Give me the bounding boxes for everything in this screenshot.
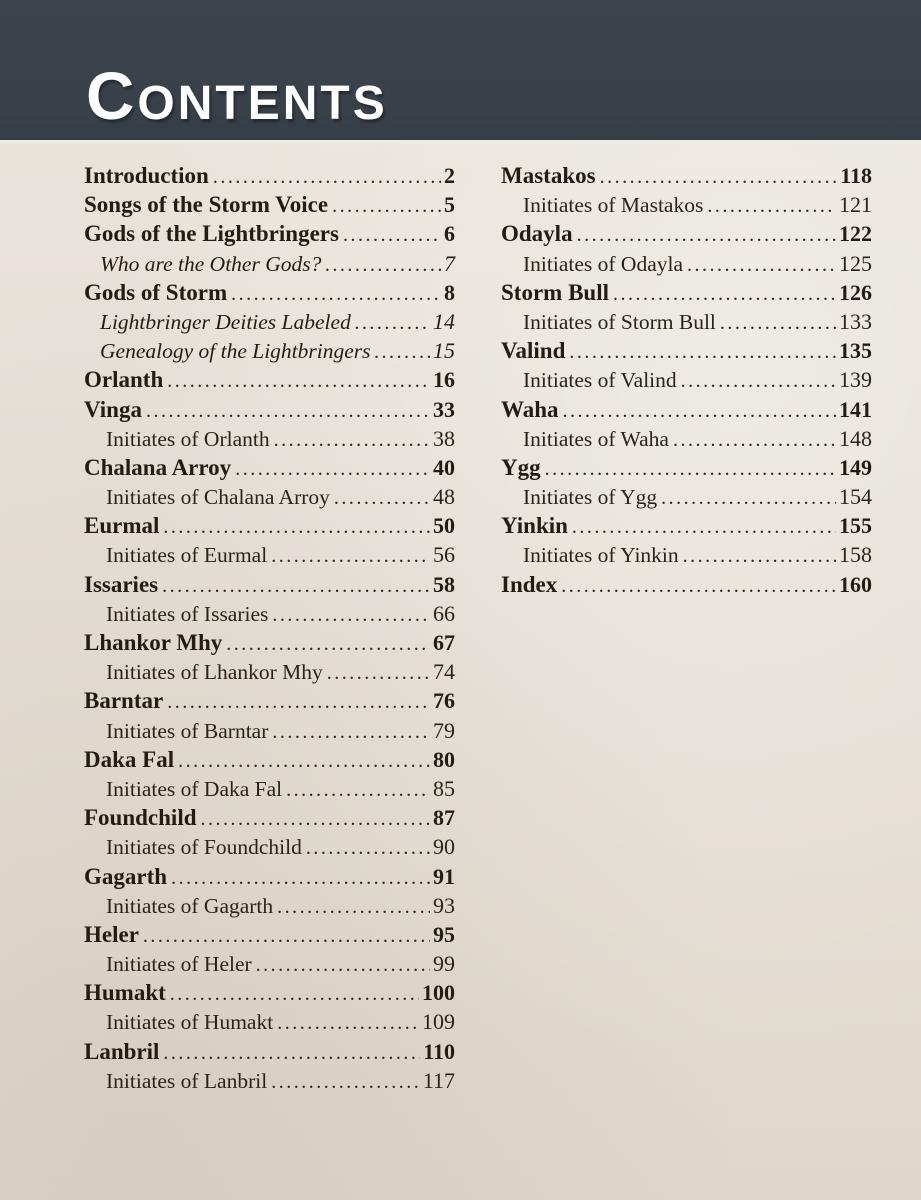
toc-entry-label: Daka Fal — [84, 746, 175, 772]
toc-entry-page: 15 — [433, 338, 455, 364]
toc-entry — [501, 336, 872, 365]
toc-entry — [84, 832, 455, 861]
toc-column-right — [501, 161, 872, 1095]
dot-leader — [355, 309, 430, 338]
toc-entry-label: Waha — [501, 396, 559, 422]
toc-entry — [84, 1007, 455, 1036]
toc-entry-label: Initiates of Lhankor Mhy — [106, 660, 323, 685]
toc-entry-page: 91 — [433, 863, 455, 889]
dot-leader — [162, 572, 430, 601]
dot-leader — [272, 718, 430, 747]
dot-leader — [563, 397, 836, 426]
page-title-initial: C — [86, 59, 138, 134]
toc-entry-page: 90 — [433, 834, 455, 860]
toc-entry — [84, 453, 455, 482]
toc-entry-label: Initiates of Humakt — [106, 1010, 274, 1035]
dot-leader — [306, 834, 430, 863]
toc-entry — [501, 511, 872, 540]
toc-entry-page: 95 — [433, 921, 455, 947]
toc-entry-page: 154 — [839, 484, 872, 510]
toc-entry-label: Humakt — [84, 980, 166, 1006]
toc-entry — [84, 161, 455, 190]
dot-leader — [163, 1039, 420, 1068]
dot-leader — [687, 251, 836, 280]
toc-entry — [84, 424, 455, 453]
dot-leader — [167, 688, 430, 717]
toc-entry-label: Valind — [501, 338, 566, 364]
toc-entry — [84, 570, 455, 599]
toc-entry-page: 149 — [839, 454, 872, 480]
toc-entry — [501, 424, 872, 453]
dot-leader — [235, 455, 430, 484]
toc-entry-page: 80 — [433, 746, 455, 772]
toc-entry — [84, 745, 455, 774]
dot-leader — [256, 951, 430, 980]
page-title — [86, 59, 388, 134]
toc-column-left — [84, 161, 455, 1095]
dot-leader — [201, 805, 431, 834]
dot-leader — [569, 338, 836, 367]
toc-entry — [501, 395, 872, 424]
toc-entry — [84, 1066, 455, 1095]
toc-entry — [84, 891, 455, 920]
toc-entry-page: 122 — [839, 221, 872, 247]
dot-leader — [720, 309, 836, 338]
toc-entry — [84, 657, 455, 686]
toc-entry-page: 99 — [433, 951, 455, 977]
toc-entry-label: Initiates of Foundchild — [106, 835, 302, 860]
toc-entry-label: Initiates of Valind — [523, 368, 677, 393]
toc-entry-label: Foundchild — [84, 805, 197, 831]
toc-entry-label: Initiates of Orlanth — [106, 426, 270, 451]
dot-leader — [334, 484, 430, 513]
toc-entry-page: 67 — [433, 630, 455, 655]
dot-leader — [274, 426, 430, 455]
toc-entry-page: 5 — [444, 192, 455, 218]
toc-entry-page: 139 — [839, 367, 872, 393]
toc-entry — [501, 365, 872, 394]
toc-entry-page: 133 — [839, 308, 872, 334]
toc-entry-label: Issaries — [84, 571, 159, 597]
toc-entry-label: Lanbril — [84, 1038, 160, 1064]
toc-entry-page: 110 — [423, 1038, 455, 1064]
toc-entry-label: Initiates of Gagarth — [106, 893, 274, 918]
toc-entry-page: 40 — [433, 454, 455, 480]
dot-leader — [707, 192, 836, 221]
toc-entry — [501, 219, 872, 248]
toc-entry — [84, 1037, 455, 1066]
dot-leader — [681, 367, 836, 396]
toc-entry-page: 50 — [433, 513, 455, 539]
toc-entry — [84, 599, 455, 628]
dot-leader — [143, 922, 430, 951]
dot-leader — [226, 630, 430, 659]
toc-entry-page: 117 — [422, 1067, 455, 1093]
toc-entry-page: 87 — [433, 805, 455, 831]
toc-entry-page: 48 — [433, 484, 455, 510]
toc-entry-label: Initiates of Storm Bull — [523, 309, 716, 334]
toc-entry-page: 56 — [433, 542, 455, 568]
toc-entry-label: Introduction — [84, 163, 209, 188]
dot-leader — [683, 542, 836, 571]
toc-entry-label: Initiates of Barntar — [106, 718, 269, 743]
toc-entry — [501, 482, 872, 511]
toc-entry-page: 16 — [433, 367, 455, 393]
toc-entry-page: 85 — [433, 775, 455, 801]
toc-entry-page: 58 — [433, 571, 455, 597]
toc-entry — [84, 540, 455, 569]
dot-leader — [213, 163, 441, 192]
toc-entry-label: Storm Bull — [501, 279, 609, 305]
toc-entry — [84, 395, 455, 424]
toc-entry — [84, 249, 455, 278]
toc-entry-label: Mastakos — [501, 163, 596, 188]
toc-entry-page: 93 — [433, 892, 455, 918]
dot-leader — [561, 572, 836, 601]
page-header-band — [0, 0, 921, 140]
toc-entry-page: 38 — [433, 425, 455, 451]
toc-entry-page: 126 — [839, 279, 872, 305]
toc-entry-page: 6 — [444, 221, 455, 247]
toc-entry-page: 141 — [839, 396, 872, 422]
toc-entry-label: Gagarth — [84, 863, 168, 889]
toc-entry-label: Heler — [84, 921, 139, 947]
toc-entry-label: Gods of the Lightbringers — [84, 221, 339, 247]
toc-entry — [84, 190, 455, 219]
toc-entry-label: Songs of the Storm Voice — [84, 192, 329, 218]
toc-entry-page: 158 — [839, 542, 872, 568]
toc-entry — [84, 978, 455, 1007]
toc-entry-label: Genealogy of the Lightbringers — [100, 339, 371, 364]
toc-entry-label: Initiates of Daka Fal — [106, 776, 283, 801]
toc-entry-page: 121 — [839, 192, 872, 218]
toc-entry-label: Index — [501, 571, 558, 597]
toc-entry-label: Who are the Other Gods? — [100, 251, 322, 276]
toc-entry — [501, 161, 872, 190]
toc-entry — [84, 803, 455, 832]
dot-leader — [375, 338, 430, 367]
dot-leader — [170, 980, 419, 1009]
toc-entry-label: Eurmal — [84, 513, 160, 539]
toc-entry — [501, 570, 872, 599]
toc-entry-label: Gods of Storm — [84, 279, 228, 305]
toc-entry-page: 118 — [840, 163, 872, 188]
dot-leader — [613, 280, 836, 309]
toc-entry — [501, 540, 872, 569]
toc-entry — [84, 716, 455, 745]
page-title-rest: ONTENTS — [137, 77, 388, 130]
toc-entry-label: Initiates of Mastakos — [523, 193, 704, 218]
toc-entry — [84, 686, 455, 715]
toc-entry — [84, 511, 455, 540]
toc-entry-label: Orlanth — [84, 367, 164, 393]
toc-entry-label: Lightbringer Deities Labeled — [100, 309, 351, 334]
toc-entry-page: 125 — [839, 250, 872, 276]
toc-entry-page: 8 — [444, 279, 455, 305]
dot-leader — [600, 163, 838, 192]
toc-entry-label: Initiates of Eurmal — [106, 543, 268, 568]
toc-entry-page: 76 — [433, 688, 455, 714]
toc-entry-label: Initiates of Yinkin — [523, 543, 679, 568]
dot-leader — [327, 659, 430, 688]
dot-leader — [661, 484, 836, 513]
toc-entry-label: Vinga — [84, 396, 142, 422]
toc-entry-label: Initiates of Odayla — [523, 251, 684, 276]
toc-entry-page: 160 — [839, 571, 872, 597]
toc-entry-page: 79 — [433, 717, 455, 743]
dot-leader — [277, 893, 430, 922]
toc-entry-label: Barntar — [84, 688, 164, 714]
toc-entry-label: Initiates of Heler — [106, 952, 252, 977]
toc-entry-page: 66 — [433, 600, 455, 626]
toc-entry — [501, 278, 872, 307]
toc-entry — [84, 774, 455, 803]
toc-entry — [84, 862, 455, 891]
dot-leader — [572, 513, 836, 542]
dot-leader — [325, 251, 441, 280]
toc-entry — [84, 219, 455, 248]
toc-entry-label: Odayla — [501, 221, 573, 247]
dot-leader — [332, 192, 441, 221]
toc-entry-page: 33 — [433, 396, 455, 422]
toc-entry-page: 2 — [444, 163, 455, 188]
dot-leader — [343, 221, 441, 250]
toc-entry — [84, 365, 455, 394]
toc-entry — [84, 482, 455, 511]
dot-leader — [167, 367, 430, 396]
toc-entry-page: 14 — [433, 308, 455, 334]
dot-leader — [271, 542, 430, 571]
toc-entry — [501, 453, 872, 482]
toc-entry — [84, 336, 455, 365]
toc-entry-page: 155 — [839, 513, 872, 539]
dot-leader — [286, 776, 430, 805]
toc-entry-label: Yinkin — [501, 513, 568, 539]
toc-entry — [84, 920, 455, 949]
toc-entry-label: Initiates of Ygg — [523, 485, 658, 510]
toc-entry-page: 74 — [433, 659, 455, 685]
toc-entry — [501, 190, 872, 219]
toc-entry-page: 100 — [422, 980, 455, 1006]
dot-leader — [178, 747, 430, 776]
toc-entry — [501, 307, 872, 336]
toc-entry-label: Initiates of Lanbril — [106, 1068, 268, 1093]
dot-leader — [171, 864, 430, 893]
toc-entry — [84, 307, 455, 336]
dot-leader — [271, 1068, 420, 1097]
toc-entry-page: 148 — [839, 425, 872, 451]
dot-leader — [545, 455, 836, 484]
dot-leader — [146, 397, 430, 426]
dot-leader — [163, 513, 430, 542]
dot-leader — [673, 426, 836, 455]
dot-leader — [272, 601, 430, 630]
toc-entry — [84, 278, 455, 307]
toc-entry-page: 7 — [444, 250, 455, 276]
toc-entry-label: Chalana Arroy — [84, 454, 232, 480]
toc-entry — [84, 949, 455, 978]
toc-entry-page: 109 — [422, 1009, 455, 1035]
toc-entry-label: Ygg — [501, 454, 541, 480]
dot-leader — [577, 221, 836, 250]
toc-entry-label: Initiates of Issaries — [106, 601, 269, 626]
table-of-contents — [0, 140, 921, 1095]
dot-leader — [231, 280, 441, 309]
toc-entry-label: Lhankor Mhy — [84, 630, 223, 655]
toc-entry-label: Initiates of Waha — [523, 426, 669, 451]
dot-leader — [277, 1009, 419, 1038]
toc-entry-page: 135 — [839, 338, 872, 364]
toc-entry — [84, 628, 455, 657]
toc-entry — [501, 249, 872, 278]
toc-entry-label: Initiates of Chalana Arroy — [106, 485, 330, 510]
